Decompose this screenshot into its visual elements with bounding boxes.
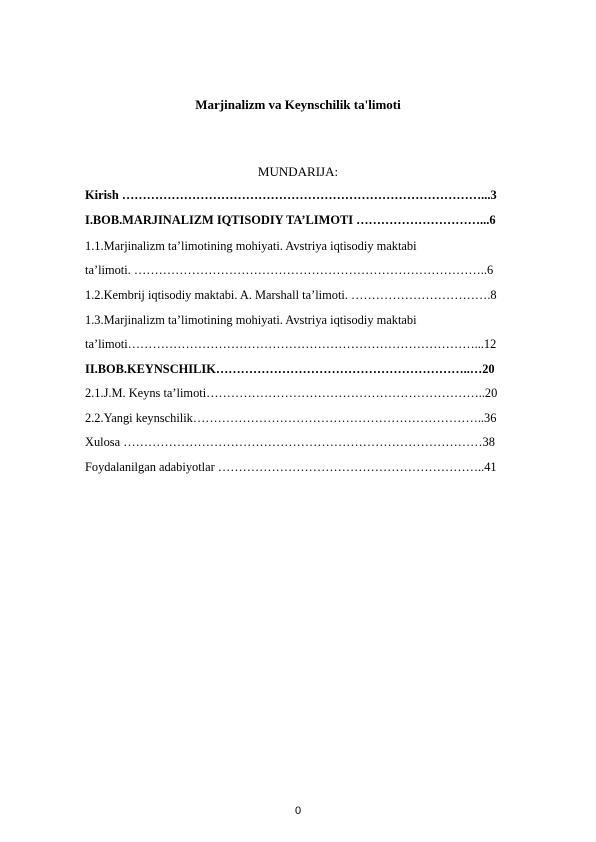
- toc-entry-1-1-line-1: 1.1.Marjinalizm ta’limotining mohiyati. Avstriya iqtisodiy maktabi: [85, 239, 417, 253]
- toc-entry-2-1: 2.1.J.M. Keyns ta’limoti…………………………………………………………..20: [85, 386, 498, 400]
- toc-entry-1-3-line-2: ta’limoti…………………………………………………………………………...12: [85, 337, 497, 351]
- toc-entry-xulosa: Xulosa ……………………………………………………………………………38: [85, 435, 495, 449]
- toc-entry-chapter-2: II.BOB.KEYNSCHILIK……………………………………………………..…20: [85, 362, 495, 376]
- toc-heading: MUNDARIJA:: [257, 164, 339, 179]
- toc-entry-1-1-line-2: ta’limoti. …………………………………………………………………………..6: [85, 263, 494, 277]
- page-number: 0: [294, 805, 302, 817]
- toc-entry-kirish: Kirish ……………………………………………………………………………...3: [85, 188, 497, 202]
- toc-entry-chapter-1: I.BOB.MARJINALIZM IQTISODIY TA’LIMOTI …………………………...6: [85, 213, 496, 227]
- toc-entry-1-3-line-1: 1.3.Marjinalizm ta’limotining mohiyati. Avstriya iqtisodiy maktabi: [85, 313, 417, 327]
- document-title: Marjinalizm va Keynschilik ta'limoti: [195, 97, 401, 112]
- toc-entry-adabiyotlar: Foydalanilgan adabiyotlar ………………………………………………………..41: [85, 460, 497, 474]
- toc-entry-1-2: 1.2.Kembrij iqtisodiy maktabi. A. Marshall ta’limoti. …………………………….8: [85, 288, 497, 302]
- toc-entry-2-2: 2.2.Yangi keynschilik……………………………………………………………..36: [85, 411, 497, 425]
